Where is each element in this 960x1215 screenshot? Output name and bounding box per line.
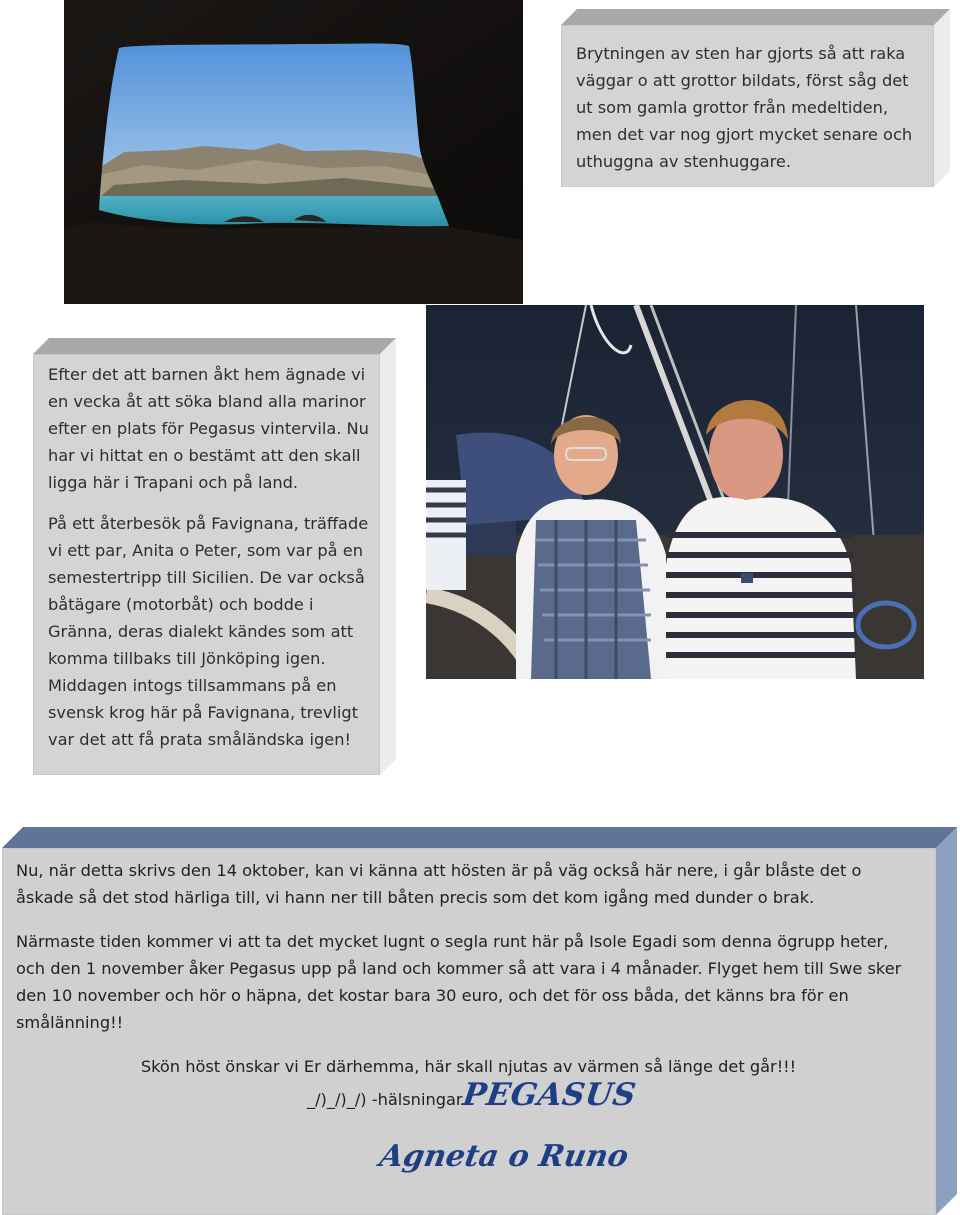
- letter-text: [16, 857, 921, 1080]
- paragraph: Närmaste tiden kommer vi att ta det mycket lugnt o segla runt här på Isole Egadi som denna ögrupp heter, och den 1 november åker Pegasus upp på land och kommer så att vara i 4 månader. Flyget hem till Swe sker den 10 november och hör o häpna, det kostar bara 30 euro, och det för oss båda, det känns bra för en smålänning!!: [16, 932, 902, 1032]
- caption-box-marina: [33, 338, 396, 775]
- paragraph: Efter det att barnen åkt hem ägnade vi en vecka åt att söka bland alla marinor efter en plats för Pegasus vintervila. Nu har vi hittat en o bestämt att den skall ligga här i Trapani och på land.: [48, 365, 369, 492]
- marina-caption-text: [48, 361, 373, 753]
- quarry-caption-text: [576, 40, 926, 175]
- cave-photo-svg: [64, 0, 523, 304]
- paragraph: På ett återbesök på Favignana, träffade vi ett par, Anita o Peter, som var på en semestertripp till Sicilien. De var också båtägare (motorbåt) och bodde i Gränna, deras dialekt kändes som att komma tillbaks till Jönköping igen. Middagen intogs tillsammans på en svensk krog här på Favignana, trevligt var det att få prata småländska igen!: [48, 514, 369, 749]
- greeting-prefix: _/)_/)_/) -hälsningar: [307, 1090, 463, 1109]
- couple-on-boat-photo: [426, 305, 924, 679]
- letter-box-autumn: [2, 827, 957, 1215]
- boat-name: PEGASUS: [460, 1077, 638, 1113]
- signature: Agneta o Runo: [376, 1139, 632, 1174]
- closing-line: Skön höst önskar vi Er därhemma, här skall njutas av värmen så länge det går!!!: [140, 1057, 797, 1076]
- caption-box-quarry: [561, 9, 950, 187]
- paragraph: Brytningen av sten har gjorts så att raka väggar o att grottor bildats, först såg det ut som gamla grottor från medeltiden, men det var nog gjort mycket senare och uthuggna av stenhuggare.: [576, 44, 913, 171]
- paragraph: Nu, när detta skrivs den 14 oktober, kan vi känna att hösten är på väg också här nere, i går blåste det o åskade så det stod härliga till, vi hann ner till båten precis som det kom igång med dunder o brak.: [16, 861, 862, 907]
- couple-photo-svg: [426, 305, 924, 679]
- greeting-line: [307, 1077, 638, 1113]
- cave-window-photo: [64, 0, 523, 304]
